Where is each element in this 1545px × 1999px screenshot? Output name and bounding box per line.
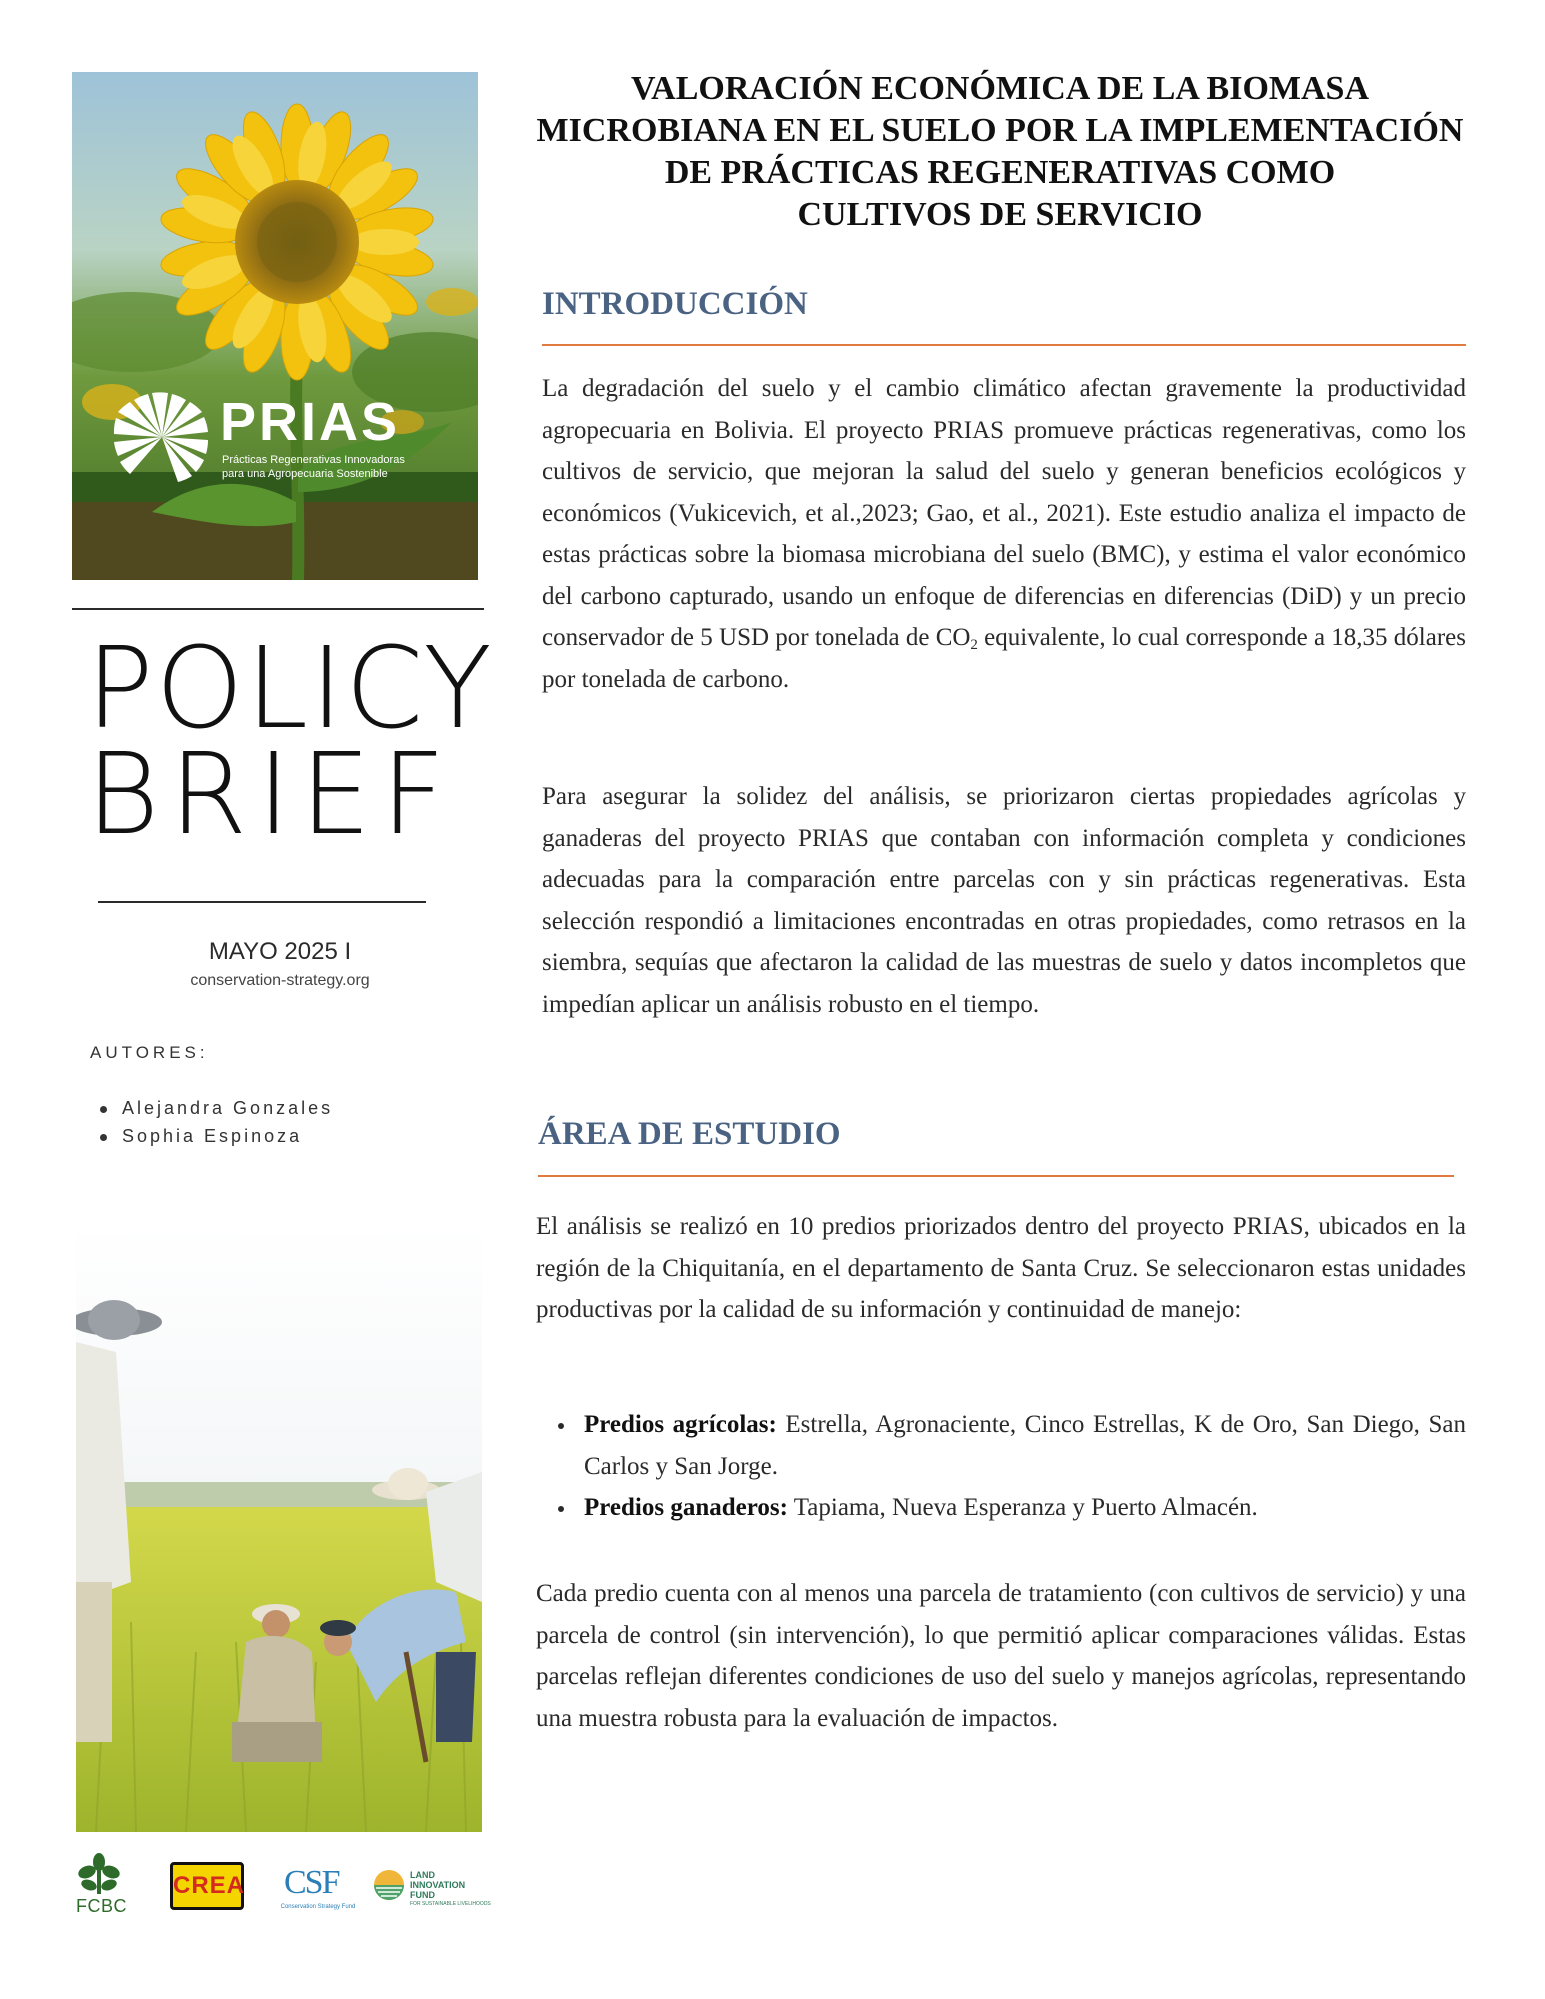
prias-sun-icon [112,392,212,482]
intro-paragraph-1 [542,368,1466,700]
prias-tagline-1: Prácticas Regenerativas Innovadoras [222,454,405,466]
csf-logo [278,1852,356,1918]
list-item-label: Predios agrícolas: [584,1411,777,1438]
divider-top [72,608,484,610]
authors-list [98,1094,333,1150]
author-item: Alejandra Gonzales [98,1094,333,1122]
intro-paragraph-2-text: Para asegurar la solidez del análisis, se priorizaron ciertas propiedades agrícolas y ganaderas del proyecto PRIAS que contaban con información completa y condiciones adecuadas para la comparación entre parcelas con y sin prácticas regenerativas. Esta selección respondió a limitaciones encontradas en otras propiedades, como retrasos en la siembra, sequías que afectaron la calidad de las muestras de suelo y datos incompletos que impedían aplicar un análisis robusto en el tiempo. [542,783,1466,1018]
authors-label: AUTORES: [90,1043,209,1062]
intro-paragraph-1-text: La degradación del suelo y el cambio climático afectan gravemente la productividad agropecuaria en Bolivia. El proyecto PRIAS promueve prácticas regenerativas, como los cultivos de servicio, que mejoran la salud del suelo y generan beneficios ecológicos y económicos (Vukicevich, et al.,2023; Gao, et al., 2021). Este estudio analiza el impacto de estas prácticas sobre la biomasa microbiana del suelo (BMC), y estima el valor económico del carbono capturado, usando un enfoque de diferencias en diferencias (DiD) y un precio conservador de 5 USD por tonelada de CO [542,375,1466,651]
document-title [500,68,1500,236]
website-link[interactable]: conservation-strategy.org [190,972,370,989]
section-heading-introduccion: INTRODUCCIÓN [542,286,808,322]
policy-brief-title [86,624,494,860]
intro-paragraph-2 [542,776,1466,1025]
intro-paragraph-1-tail: equivalente, lo cual corresponde a 18,35 dólares por tonelada de carbono. [542,624,1466,693]
co2-subscript: 2 [970,637,978,653]
csf-logo-text: CSF [284,1864,339,1901]
field-photo-workers [76,1222,482,1832]
list-item [536,1404,1466,1487]
section-heading-area-de-estudio: ÁREA DE ESTUDIO [538,1116,841,1152]
policy-title-line-2: BRIEF [86,730,456,860]
author-item: Sophia Espinoza [98,1122,333,1150]
lif-text-3: FUND [410,1890,435,1900]
area-paragraph-1 [536,1206,1466,1331]
list-item-text: Tapiama, Nueva Esperanza y Puerto Almacén. [787,1494,1258,1521]
prias-logo [112,392,452,482]
prias-tagline-2: para una Agropecuaria Sostenible [222,468,388,480]
lif-globe-icon [372,1868,406,1902]
publication-date: MAYO 2025 I [208,938,352,965]
crea-logo-text: CREA [173,1872,246,1899]
land-innovation-fund-logo [372,1852,492,1918]
policy-title-line-1: POLICY [86,624,494,754]
lif-text-1: LAND [410,1870,435,1880]
csf-logo-caption: Conservation Strategy Fund [280,1904,356,1910]
predios-list [536,1404,1466,1529]
partner-logos [72,1852,492,1918]
crea-logo [170,1862,244,1910]
field-workers-illustration [76,1222,482,1832]
lif-text-4: FOR SUSTAINABLE LIVELIHOODS [410,1901,491,1907]
title-line: DE PRÁCTICAS REGENERATIVAS COMO [664,154,1336,191]
fcbc-logo [74,1852,134,1918]
prias-wordmark: PRIAS [220,392,401,452]
area-paragraph-1-text: El análisis se realizó en 10 predios priorizados dentro del proyecto PRIAS, ubicados en la región de la Chiquitanía, en el departamento de Santa Cruz. Se seleccionaron estas unidades productivas por la calidad de su información y continuidad de manejo: [536,1213,1466,1323]
section-rule-introduccion [542,344,1466,346]
title-line: CULTIVOS DE SERVICIO [797,196,1203,233]
list-item-label: Predios ganaderos: [584,1494,788,1521]
fcbc-leaf-icon [74,1852,124,1896]
lif-text-2: INNOVATION [410,1880,466,1890]
sunflower-illustration [72,72,478,580]
area-paragraph-2 [536,1573,1466,1739]
divider-bottom [98,901,426,903]
cover-photo-sunflower [72,72,478,580]
area-paragraph-2-text: Cada predio cuenta con al menos una parcela de tratamiento (con cultivos de servicio) y una parcela de control (sin intervención), lo que permitió aplicar comparaciones válidas. Estas parcelas reflejan diferentes condiciones de uso del suelo y manejos agrícolas, representando una muestra robusta para la evaluación de impactos. [536,1580,1466,1732]
title-line: MICROBIANA EN EL SUELO POR LA IMPLEMENTACIÓN [536,112,1464,149]
section-rule-area-de-estudio [538,1175,1454,1177]
list-item [536,1487,1466,1529]
fcbc-logo-text: FCBC [76,1896,127,1916]
list-item-text: Estrella, Agronaciente, Cinco Estrellas, K de Oro, San Diego, San Carlos y San Jorge. [584,1411,1467,1480]
title-line: VALORACIÓN ECONÓMICA DE LA BIOMASA [630,70,1370,107]
